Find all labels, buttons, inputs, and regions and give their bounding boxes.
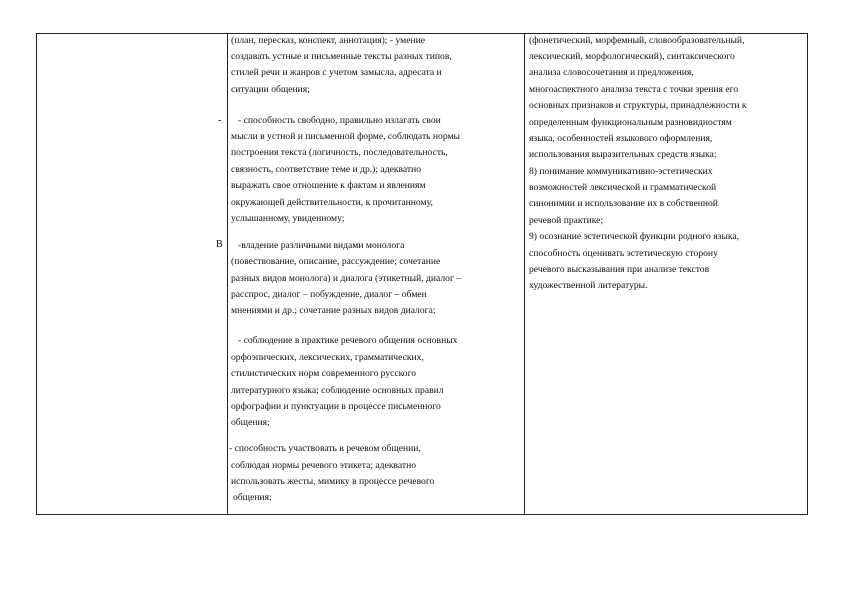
col2-line: услышанному, увиденному; bbox=[231, 213, 345, 224]
col3-line: лексический, морфологический), синтаксического bbox=[529, 51, 735, 62]
col2-line: связность, соответствие теме и др.); адекватно bbox=[231, 164, 422, 175]
col2-line: окружающей действительности, к прочитанному, bbox=[231, 197, 433, 208]
column-divider-1 bbox=[227, 34, 228, 514]
col2-line: общения; bbox=[231, 417, 270, 428]
col2-line: соблюдая нормы речевого этикета; адекватно bbox=[231, 460, 417, 471]
col3-line: способность оценивать эстетическую сторону bbox=[529, 248, 718, 259]
col3-line: 9) осознание эстетической функции родного языка, bbox=[529, 231, 740, 242]
col3-line: художественной литературы. bbox=[529, 280, 648, 291]
col2-line: выражать свое отношение к фактам и явлениям bbox=[231, 180, 426, 191]
col2-line: -владение различными видами монолога bbox=[238, 240, 405, 251]
col2-line: мысли в устной и письменной форме, соблюдать нормы bbox=[231, 131, 461, 142]
column1-letter-mark: В bbox=[216, 239, 223, 250]
col3-line: основных признаков и структуры, принадлежности к bbox=[529, 100, 747, 111]
col2-line: стилей речи и жанров с учетом замысла, адресата и bbox=[231, 67, 442, 78]
col3-line: использования выразительных средств языка; bbox=[529, 149, 717, 160]
col2-line: общения; bbox=[233, 492, 272, 503]
col3-line: синонимии и использование их в собственной bbox=[529, 198, 718, 209]
col2-line: орфоэпических, лексических, грамматических, bbox=[231, 352, 424, 363]
col3-line: языка, особенностей языкового оформления, bbox=[529, 133, 713, 144]
column1-dash-mark: - bbox=[218, 115, 222, 126]
content-table bbox=[36, 33, 808, 515]
col3-line: речевого высказывания при анализе текстов bbox=[529, 264, 710, 275]
col2-line: - способность свободно, правильно излагать свои bbox=[238, 115, 441, 126]
col2-line: построения текста (логичность, последовательность, bbox=[231, 147, 448, 158]
col2-line: орфографии и пунктуации в процессе письменного bbox=[231, 401, 441, 412]
col2-line: литературного языка; соблюдение основных правил bbox=[231, 385, 444, 396]
col2-line: расспрос, диалог – побуждение, диалог – обмен bbox=[231, 289, 427, 300]
col3-line: анализа словосочетания и предложения, bbox=[529, 67, 694, 78]
col2-line: (план, пересказ, конспект, аннотация); - умение bbox=[231, 35, 425, 46]
col3-line: возможностей лексической и грамматической bbox=[529, 182, 717, 193]
col2-line: - способность участвовать в речевом общении, bbox=[229, 443, 421, 454]
col2-line: создавать устные и письменные тексты разных типов, bbox=[231, 51, 452, 62]
col2-line: мнениями и др.; сочетание разных видов диалога; bbox=[231, 305, 436, 316]
col3-line: определенным функциональным разновидностям bbox=[529, 117, 732, 128]
column-divider-2 bbox=[524, 34, 525, 514]
col2-line: ситуации общения; bbox=[231, 84, 310, 95]
col2-line: (повествование, описание, рассуждение; сочетание bbox=[231, 256, 441, 267]
col2-line: разных видов монолога) и диалога (этикетный, диалог – bbox=[231, 273, 462, 284]
col3-line: 8) понимание коммуникативно-эстетических bbox=[529, 166, 713, 177]
col2-line: - соблюдение в практике речевого общения основных bbox=[238, 335, 458, 346]
col3-line: речевой практике; bbox=[529, 215, 604, 226]
col3-line: (фонетический, морфемный, словообразовательный, bbox=[529, 35, 745, 46]
col2-line: стилистических норм современного русского bbox=[231, 368, 417, 379]
col2-line: использовать жесты, мимику в процессе речевого bbox=[231, 476, 435, 487]
col3-line: многоаспектного анализа текста с точки зрения его bbox=[529, 84, 739, 95]
